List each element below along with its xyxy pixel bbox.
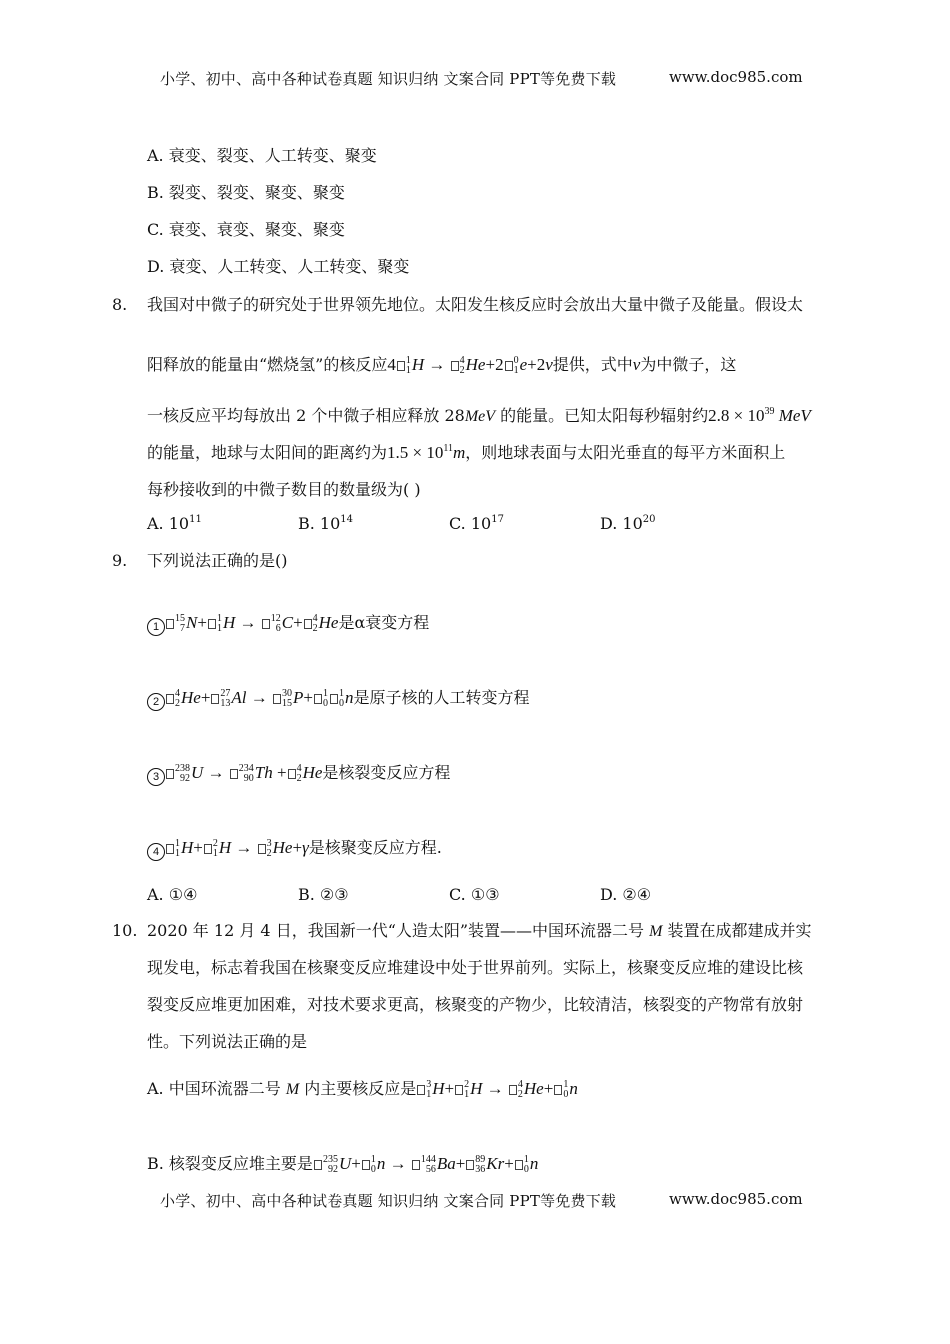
- page-header: [160, 68, 616, 90]
- q10-option-b-equation: 235 92 U+ 1 0 n → 144 56 Ba+ 89 36 Kr+ 1 0 n: [313, 1154, 538, 1173]
- q10-option-b-text: B. 核裂变反应堆主要是: [147, 1154, 313, 1173]
- solar-power-exponent: 39: [764, 406, 775, 417]
- q10-option-a-text2: 内主要核反应是: [299, 1079, 417, 1098]
- q8-option-d-exp: 20: [642, 514, 656, 525]
- q9-option-a: A. ①④: [147, 885, 198, 904]
- q8-line3-b: 的能量。已知太阳每秒辐射约: [495, 406, 709, 425]
- q9-stem: 下列说法正确的是(): [147, 551, 288, 570]
- header-site-link[interactable]: www.doc985.com: [669, 68, 803, 86]
- circle-number-4: 4: [147, 843, 165, 861]
- distance-mantissa: 1.5 × 10: [387, 443, 444, 462]
- q8-line3: [147, 405, 811, 428]
- q8-option-b-exp: 14: [340, 514, 354, 525]
- q8-option-c-label: C. 10: [449, 514, 492, 533]
- footer-site-link[interactable]: www.doc985.com: [669, 1190, 803, 1208]
- q9-option-c: C. ①③: [449, 885, 500, 904]
- q10-line1-a: 2020 年 12 月 4 日，我国新一代“人造太阳”装置——中国环流器二号: [147, 921, 650, 940]
- q10-number: 10.: [112, 921, 138, 940]
- q9-option-b: B. ②③: [298, 885, 349, 904]
- q10-option-b: [147, 1153, 538, 1175]
- q10-line2: 现发电，标志着我国在核聚变反应堆建设中处于世界前列。实际上，核聚变反应堆的建设比核: [147, 958, 804, 977]
- hydrogen-burning-equation: 4 1 1 H → 4 2 He+2 0 1 e+2ν: [387, 355, 553, 377]
- footer-text: 小学、初中、高中各种试卷真题 知识归纳 文案合同 PPT等免费下载: [160, 1192, 617, 1210]
- q8-line4-a: 的能量，地球与太阳间的距离约为: [147, 443, 388, 462]
- circle-number-3: 3: [147, 768, 165, 786]
- q8-option-b-label: B. 10: [298, 514, 341, 533]
- q10-line3: 裂变反应堆更加困难，对技术要求更高，核聚变的产物少，比较清洁，核裂变的产物常有放射: [147, 995, 804, 1014]
- q10-option-a: [147, 1078, 578, 1101]
- q7-option-b: B. 裂变、裂变、聚变、聚变: [147, 183, 345, 202]
- q8-line5: 每秒接收到的中微子数目的数量级为( ): [147, 480, 421, 499]
- q8-line2-a: 阳释放的能量由“燃烧氢”的核反应: [147, 355, 388, 374]
- distance-unit: m: [453, 443, 466, 462]
- q10-option-a-equation: 3 1 H+ 2 1 H → 4 2 He+ 1 0 n: [416, 1079, 578, 1098]
- q8-option-a-exp: 11: [189, 514, 202, 525]
- q8-option-d: [600, 513, 656, 535]
- solar-power-unit: MeV: [778, 406, 811, 425]
- statement-2-text: 是原子核的人工转变方程: [353, 688, 530, 707]
- q10-line1-b: 装置在成都建成并实: [662, 921, 812, 940]
- q8-line3-mev: MeV: [464, 408, 496, 425]
- q9-statement-2: [147, 687, 530, 711]
- statement-3-text: 是核裂变反应方程: [322, 763, 451, 782]
- statement-4-text: 是核聚变反应方程.: [308, 838, 442, 857]
- statement-2-equation: 4 2 He+ 27 13 Al → 30 15 P+ 1 0 1 0 n: [165, 688, 354, 707]
- q7-option-c: C. 衰变、衰变、聚变、聚变: [147, 220, 345, 239]
- circle-number-1: 1: [147, 618, 165, 636]
- q8-line3-a: 一核反应平均每放出 2 个中微子相应释放 28: [147, 406, 465, 425]
- q9-statement-4: [147, 837, 442, 861]
- solar-power-value: [708, 406, 811, 425]
- header-text: 小学、初中、高中各种试卷真题 知识归纳 文案合同 PPT等免费下载: [160, 70, 617, 88]
- neutrino-symbol: ν: [632, 355, 641, 374]
- q10-option-a-text: A. 中国环流器二号: [147, 1079, 286, 1098]
- q8-option-a-label: A. 10: [147, 514, 190, 533]
- q8-option-b: [298, 513, 353, 535]
- q10-line1-m: M: [649, 923, 663, 940]
- q10-line1: [147, 920, 812, 943]
- q7-option-d: D. 衰变、人工转变、人工转变、聚变: [147, 257, 410, 276]
- q8-option-c-exp: 17: [491, 514, 504, 525]
- q8-line2: [147, 354, 736, 376]
- distance-exponent: 11: [443, 443, 453, 454]
- q9-number: 9.: [112, 551, 128, 570]
- q8-option-a: [147, 513, 202, 535]
- statement-4-equation: 1 1 H+ 2 1 H → 3 2 He+γ: [165, 838, 309, 857]
- q8-option-d-label: D. 10: [600, 514, 643, 533]
- q8-line4: [147, 442, 785, 464]
- q9-statement-3: [147, 762, 450, 786]
- circle-number-2: 2: [147, 693, 165, 711]
- q9-option-d: D. ②④: [600, 885, 652, 904]
- q8-line2-c: 为中微子，这: [640, 355, 737, 374]
- statement-3-equation: 238 92 U → 234 90 Th + 4 2 He: [165, 763, 322, 782]
- statement-1-equation: 15 7 N+ 1 1 H → 12 6 C+ 4 2 He: [165, 613, 338, 632]
- q8-number: 8.: [112, 295, 128, 314]
- q8-line1: 我国对中微子的研究处于世界领先地位。太阳发生核反应时会放出大量中微子及能量。假设太: [147, 295, 804, 314]
- q8-line2-b: 提供，式中: [552, 355, 633, 374]
- q8-line4-b: ，则地球表面与太阳光垂直的每平方米面积上: [465, 443, 786, 462]
- solar-power-mantissa: 2.8 × 10: [708, 406, 765, 425]
- q7-option-a: A. 衰变、裂变、人工转变、聚变: [147, 146, 377, 165]
- earth-sun-distance: [387, 443, 465, 462]
- q8-option-c: [449, 513, 504, 535]
- q10-line4: 性。下列说法正确的是: [147, 1032, 308, 1051]
- q10-option-a-m: M: [285, 1081, 300, 1098]
- q9-statement-1: [147, 612, 429, 636]
- page-footer: [160, 1190, 616, 1212]
- statement-1-text: 是α衰变方程: [338, 613, 430, 632]
